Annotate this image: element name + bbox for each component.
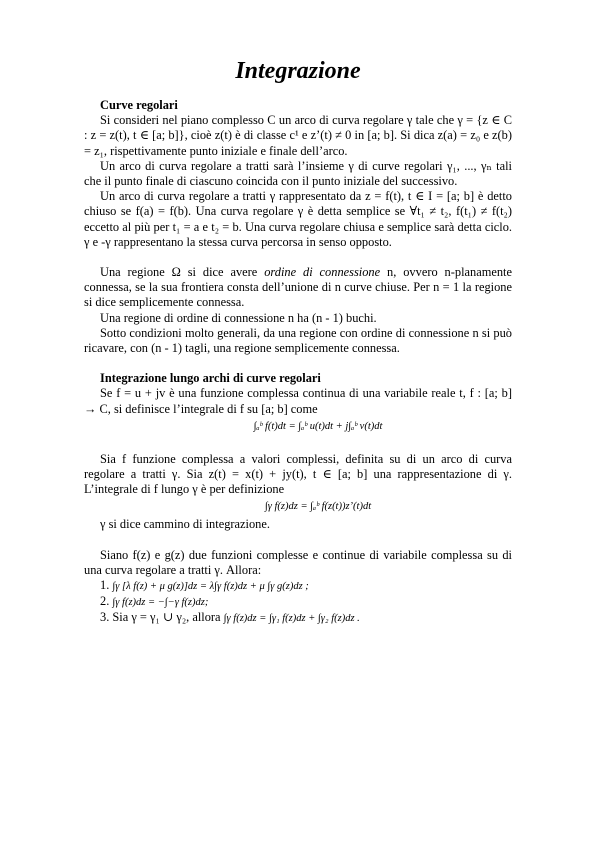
list-item: 2. ∫γ f(z)dz = −∫−γ f(z)dz; (100, 594, 209, 609)
paragraph: Una regione di ordine di connessione n ha (n - 1) buchi. (100, 310, 377, 325)
formula-integral-curve: ∫γ f(z)dz = ∫ₐᵇ f(z(t))z’(t)dt (264, 501, 372, 513)
formula-integral-real: ∫ₐᵇ f(t)dt = ∫ₐᵇ u(t)dt + j∫ₐᵇ v(t)dt (253, 420, 383, 432)
properties-list (84, 548, 512, 627)
paragraph: Siano f(z) e g(z) due funzioni complesse e continue di variabile complessa su di una curva regolare a tratti γ. Allora: (84, 547, 512, 577)
formula-linearity: ∫γ [λ f(z) + μ g(z)]dz = λ∫γ f(z)dz + μ ∫γ g(z)dz ; (112, 581, 309, 593)
paragraph: Sotto condizioni molto generali, da una regione con ordine di connessione n si può ricavare, con (n - 1) tagli, una regione semplicemente connessa. (84, 325, 512, 356)
formula-orientation: ∫γ f(z)dz = −∫−γ f(z)dz; (112, 597, 209, 609)
spacer (84, 437, 512, 452)
spacer (84, 533, 512, 548)
paragraph: Si consideri nel piano complesso C un arco di curva regolare γ tale che γ = {z ∈ C : z = z(t), t ∈ [a; b]}, cioè z(t) è di classe c¹ e z’(t) ≠ 0 in [a; b]. Si dica z(a) = z₀ e z(b) = z₁, rispettivamente punto iniziale e finale dell’arco. (84, 113, 512, 158)
document-page (84, 56, 512, 627)
paragraph: Un arco di curva regolare a tratti γ rappresentato da z = f(t), t ∈ I = [a; b] è detto chiuso se f(a) = f(b). Una curva regolare γ è detta semplice se ∀t₁ ≠ t₂, f(t₁) ≠ f(t₂) eccetto al più per t₁ = a e t₂ = b. Una curva regolare chiusa e semplice sarà detta ciclo. γ e -γ rappresentano la stessa curva percorsa in senso opposto. (84, 189, 512, 249)
list-item: 3. Sia γ = γ₁ ∪ γ₂, allora ∫γ f(z)dz = ∫γ₁ f(z)dz + ∫γ₂ f(z)dz . (100, 610, 360, 625)
paragraph: Sia f funzione complessa a valori complessi, definita su di un arco di curva regolare a tratti γ. Sia z(t) = x(t) + jy(t), t ∈ [a; b] una rappresentazione di γ. L’integrale di f lungo γ è per definizione (84, 451, 512, 497)
paragraph: Un arco di curva regolare a tratti sarà l’insieme γ di curve regolari γ₁, ..., γₙ tali che il punto finale di ciascuno coincida con il punto iniziale del successivo. (84, 158, 512, 189)
section-heading-curve-regolari: Curve regolari (100, 98, 178, 112)
emphasis-ordine-connessione: ordine di connessione (264, 265, 381, 280)
spacer (84, 250, 512, 265)
paragraph: γ si dice cammino di integrazione. (100, 517, 270, 532)
page-title: Integrazione (235, 58, 361, 84)
paragraph: Se f = u + jv è una funzione complessa continua di una variabile reale t, f : [a; b] → C, si definisce l’integrale di f su [a; b] come (84, 386, 512, 416)
spacer (84, 356, 512, 371)
paragraph-regione: Una regione Ω si dice avere ordine di connessione n, ovvero n-planamente connessa, se la sua frontiera consta dell’unione di n curve chiuse. Per n = 1 la regione si dice semplicemente connessa. (84, 265, 512, 310)
list-item: 1. ∫γ [λ f(z) + μ g(z)]dz = λ∫γ f(z)dz + μ ∫γ g(z)dz ; (100, 578, 309, 593)
section-heading-integrazione: Integrazione lungo archi di curve regolari (100, 371, 321, 386)
formula-additivity: ∫γ f(z)dz = ∫γ₁ f(z)dz + ∫γ₂ f(z)dz . (223, 613, 360, 625)
